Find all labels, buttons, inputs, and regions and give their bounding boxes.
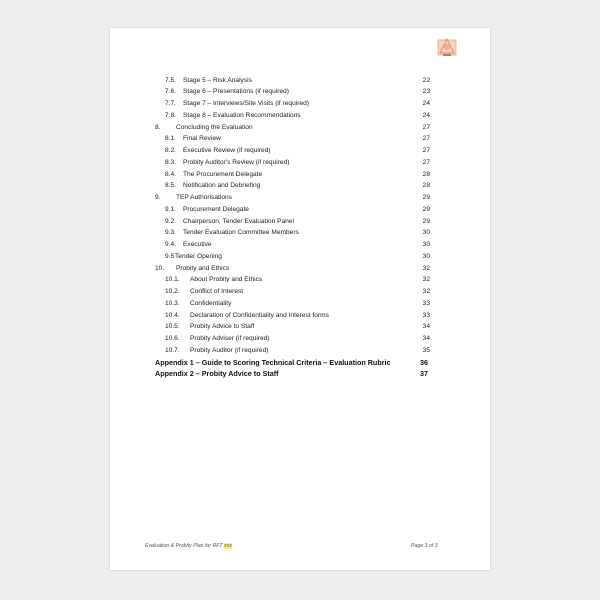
toc-entry-number: 10.2. [165, 288, 180, 295]
toc-entry-title: Declaration of Confidentiality and Interest forms [190, 311, 329, 319]
toc-entry[interactable] [0, 133, 600, 145]
toc-entry-title: Notification and Debriefing [183, 182, 261, 190]
toc-entry-title: Concluding the Evaluation [176, 123, 253, 131]
toc-entry-number: 7.6. [165, 88, 176, 96]
toc-entry-number: 10.3. [165, 299, 180, 307]
toc-entry-page-number: 34 [422, 323, 430, 331]
toc-entry-page-number: 27 [422, 135, 430, 143]
toc-entry-page-number: 28 [422, 170, 430, 178]
toc-entry[interactable] [0, 357, 600, 369]
toc-entry-title: Stage 5 – Risk Analysis [183, 76, 252, 84]
toc-entry-number: 10.7. [165, 346, 180, 354]
toc-entry-page-number: 27 [422, 158, 430, 166]
toc-entry[interactable] [0, 321, 600, 333]
toc-entry-number: 8. [155, 123, 161, 131]
toc-entry[interactable] [0, 263, 600, 275]
toc-entry-number: 9.5 [165, 252, 175, 260]
toc-entry-number: 9.2. [165, 217, 176, 225]
toc-entry-title: Probity Auditor (if required) [190, 346, 269, 354]
toc-entry[interactable] [0, 298, 600, 310]
toc-entry-number: 9. [155, 194, 161, 201]
toc-entry[interactable] [0, 216, 600, 228]
toc-entry-page-number: 22 [422, 76, 430, 84]
toc-entry-number: 10.5. [165, 323, 180, 331]
toc-entry-number: 7.7. [165, 100, 176, 107]
toc-entry-page-number: 37 [420, 369, 428, 379]
toc-entry[interactable] [0, 345, 600, 357]
toc-entry-page-number: 34 [422, 335, 430, 342]
toc-entry-title: Probity Adviser (if required) [190, 335, 270, 342]
toc-entry[interactable] [0, 145, 600, 157]
toc-entry[interactable] [0, 251, 600, 263]
toc-entry[interactable] [0, 227, 600, 239]
toc-entry-page-number: 30 [422, 241, 430, 248]
toc-entry-page-number: 32 [422, 264, 430, 272]
toc-entry[interactable] [0, 169, 600, 181]
toc-entry[interactable] [0, 274, 600, 286]
toc-entry[interactable] [0, 204, 600, 216]
toc-entry-number: 10.1. [165, 276, 180, 284]
toc-entry-number: 10. [155, 264, 165, 272]
toc-entry-title: Chairperson, Tender Evaluation Panel [183, 217, 294, 225]
toc-entry[interactable] [0, 86, 600, 98]
toc-entry-title: Conflict of Interest [190, 288, 244, 295]
toc-entry[interactable] [0, 157, 600, 169]
toc-entry-number: 8.1. [165, 135, 176, 143]
toc-entry-page-number: 32 [422, 276, 430, 284]
toc-entry-number: 8.4. [165, 170, 176, 178]
toc-entry-number: 7.8. [165, 111, 176, 119]
toc-entry-page-number: 28 [422, 182, 430, 190]
organization-logo-icon [436, 36, 458, 58]
toc-entry[interactable] [0, 333, 600, 345]
toc-entry-title: Confidentiality [190, 299, 232, 307]
toc-entry[interactable] [0, 122, 600, 134]
toc-entry[interactable] [0, 239, 600, 251]
toc-entry-title: Executive [183, 241, 212, 248]
toc-entry-number: 9.3. [165, 229, 176, 237]
toc-entry-title: Stage 7 – Interviews/Site Visits (if required) [183, 100, 309, 107]
toc-entry-number: 9.4. [165, 241, 176, 248]
toc-entry-number: 8.5. [165, 182, 176, 190]
toc-entry-page-number: 36 [420, 357, 428, 367]
toc-entry-title: Appendix 2 – Probity Advice to Staff [155, 369, 279, 379]
toc-entry-number: 9.1. [165, 205, 176, 213]
toc-entry[interactable] [0, 180, 600, 192]
footer-document-title: Evaluation & Probity Plan for RFT xxx [145, 543, 232, 549]
toc-entry-page-number: 33 [422, 299, 430, 307]
toc-entry[interactable] [0, 368, 600, 380]
toc-entry-page-number: 23 [422, 88, 430, 96]
toc-entry-title: About Probity and Ethics [190, 276, 263, 284]
footer-page-number: Page 3 of 3 [411, 543, 438, 549]
toc-entry-title: Stage 8 – Evaluation Recommendations [183, 111, 301, 119]
toc-entry-page-number: 30 [422, 252, 430, 260]
toc-entry-number: 8.2. [165, 147, 176, 154]
toc-entry-page-number: 24 [422, 111, 430, 119]
toc-entry-page-number: 24 [422, 100, 430, 107]
toc-entry-title: Tender Opening [175, 252, 222, 260]
toc-entry-title: Final Review [183, 135, 221, 143]
toc-entry-page-number: 32 [422, 288, 430, 295]
toc-entry-title: Stage 6 – Presentations (if required) [183, 88, 289, 96]
toc-entry[interactable] [0, 75, 600, 87]
toc-entry-page-number: 29 [422, 217, 430, 225]
toc-entry-title: Probity Auditor's Review (if required) [183, 158, 290, 166]
toc-entry-page-number: 29 [422, 205, 430, 213]
footer-highlighted-rft-number: xxx [224, 543, 232, 549]
toc-entry-page-number: 33 [422, 311, 430, 319]
toc-entry-title: TEP Authorisations [176, 194, 232, 201]
toc-entry-page-number: 35 [422, 346, 430, 354]
toc-entry-title: Probity Advice to Staff [190, 323, 255, 331]
toc-entry-number: 10.6. [165, 335, 180, 342]
toc-entry[interactable] [0, 192, 600, 204]
toc-entry-page-number: 30 [422, 229, 430, 237]
toc-entry-page-number: 27 [422, 123, 430, 131]
toc-entry-title: Tender Evaluation Committee Members [183, 229, 299, 237]
toc-entry-title: Probity and Ethics [176, 264, 230, 272]
toc-entry-title: Executive Review (if required) [183, 147, 271, 154]
toc-entry-title: Appendix 1 – Guide to Scoring Technical Criteria – Evaluation Rubric [155, 357, 391, 367]
toc-entry[interactable] [0, 98, 600, 110]
toc-entry-number: 7.5. [165, 76, 176, 84]
toc-entry[interactable] [0, 286, 600, 298]
toc-entry-title: The Procurement Delegate [183, 170, 263, 178]
toc-entry-page-number: 29 [422, 194, 430, 201]
toc-entry-page-number: 27 [422, 147, 430, 154]
toc-entry-number: 8.3. [165, 158, 176, 166]
toc-entry-number: 10.4. [165, 311, 180, 319]
toc-entry-title: Procurement Delegate [183, 205, 249, 213]
toc-entry[interactable] [0, 110, 600, 122]
toc-entry[interactable] [0, 310, 600, 322]
